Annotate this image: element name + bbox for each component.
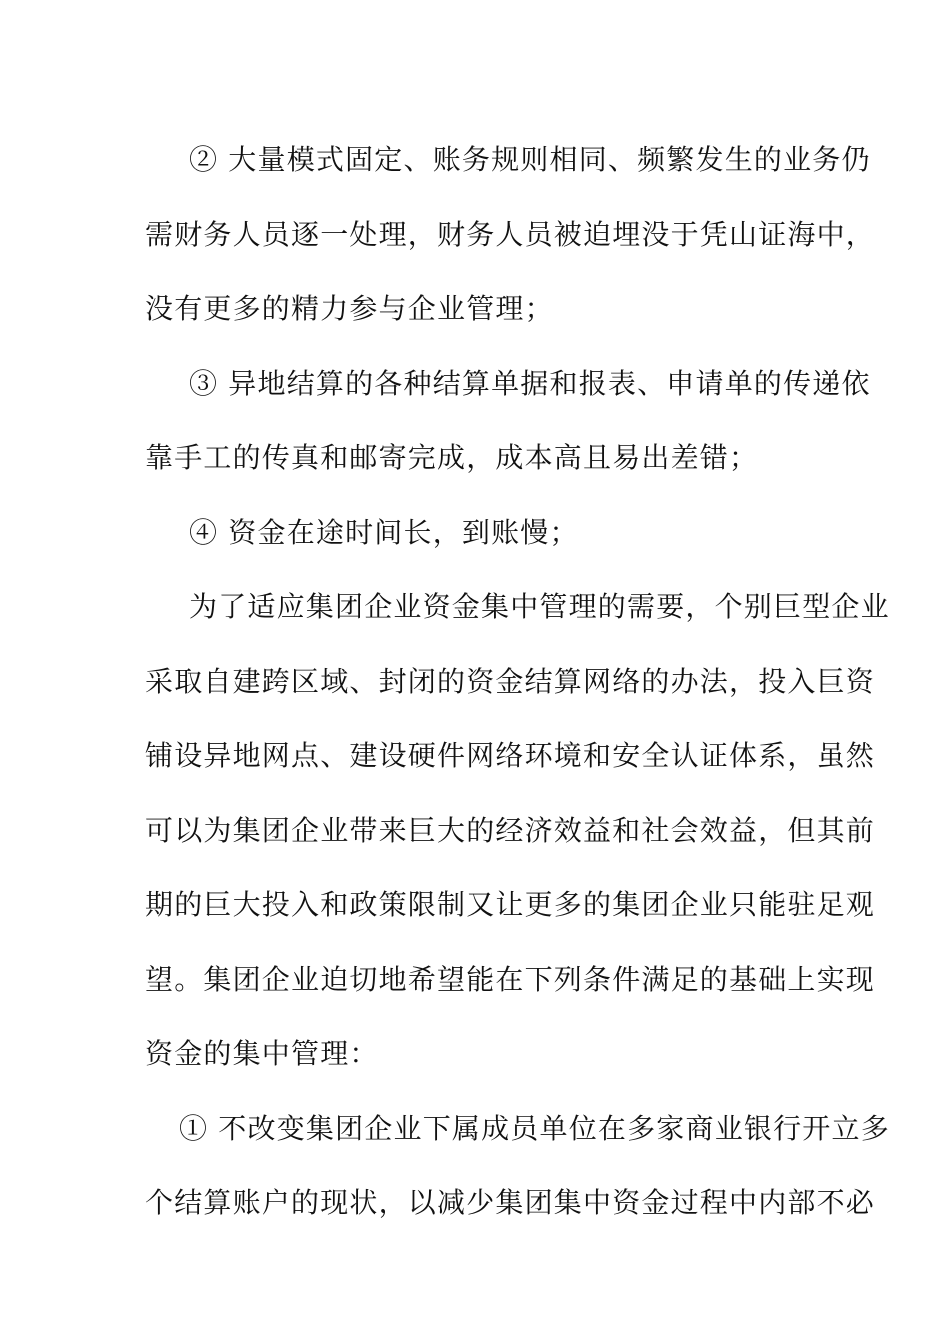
text-line-13: 资金的集中管理： (145, 1037, 379, 1070)
text-line-5: 靠手工的传真和邮寄完成，成本高且易出差错； (145, 441, 759, 474)
text-line-4: ③ 异地结算的各种结算单据和报表、申请单的传递依 (189, 366, 871, 400)
text-line-12: 望。集团企业迫切地希望能在下列条件满足的基础上实现 (145, 962, 876, 996)
text-line-14: ① 不改变集团企业下属成员单位在多家商业银行开立多 (179, 1111, 890, 1145)
text-line-9: 铺设异地网点、建设硬件网络环境和安全认证体系，虽然 (145, 739, 876, 772)
text-line-8: 采取自建跨区域、封闭的资金结算网络的办法，投入巨资 (145, 664, 876, 698)
document-body (145, 123, 890, 1241)
text-line-1: ② 大量模式固定、账务规则相同、频繁发生的业务仍 (189, 143, 871, 176)
text-line-11: 期的巨大投入和政策限制又让更多的集团企业只能驻足观 (145, 888, 876, 921)
text-line-10: 可以为集团企业带来巨大的经济效益和社会效益，但其前 (145, 813, 876, 847)
text-line-15: 个结算账户的现状，以减少集团集中资金过程中内部不必 (145, 1186, 876, 1219)
text-line-2: 需财务人员逐一处理，财务人员被迫埋没于凭山证海中， (145, 217, 876, 251)
text-line-3: 没有更多的精力参与企业管理； (145, 292, 554, 325)
text-line-6: ④ 资金在途时间长，到账慢； (189, 515, 579, 549)
text-line-7: 为了适应集团企业资金集中管理的需要，个别巨型企业 (189, 590, 890, 623)
